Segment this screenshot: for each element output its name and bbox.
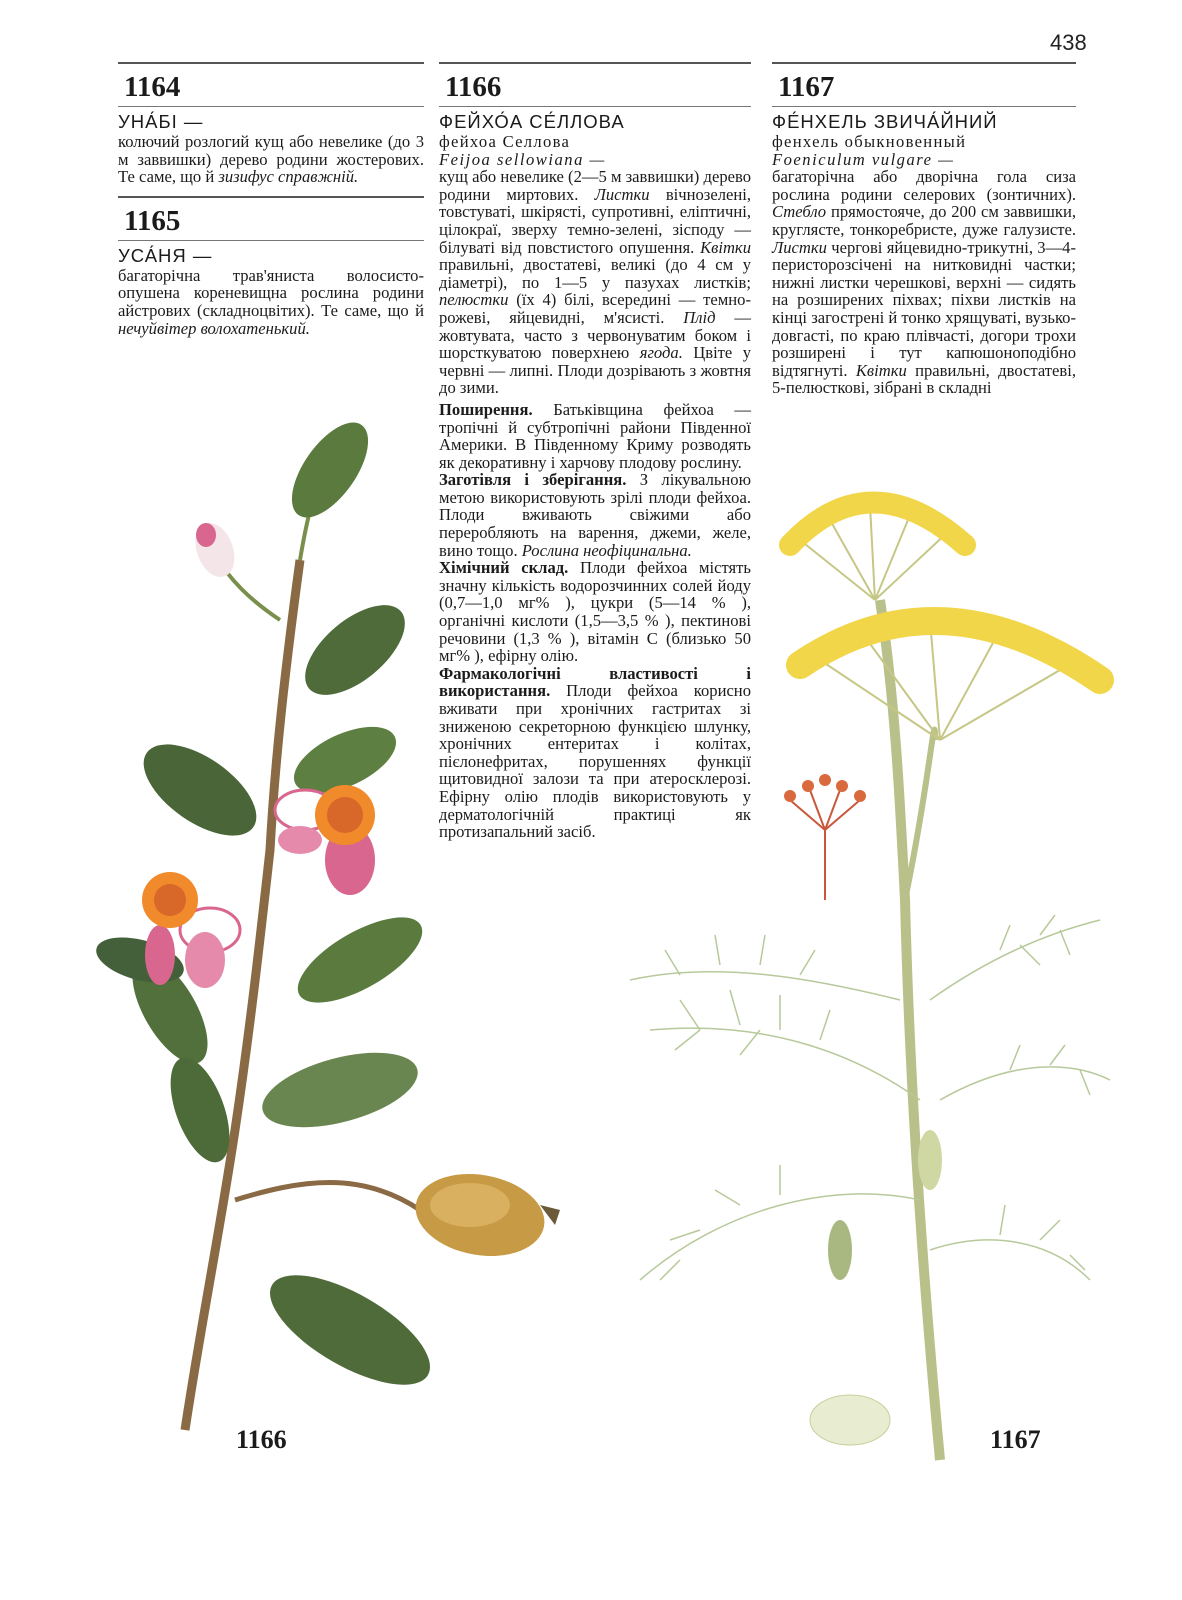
headword-1165: УСА́НЯ — <box>118 244 213 266</box>
rule <box>118 240 424 241</box>
column-left <box>118 62 424 337</box>
entry-text-1165: багаторічна трав'яниста волосисто-опушена кореневищна рослина родини айстрових (складноцвітих). Те саме, що й нечуйвітер волохатенький. <box>118 265 424 338</box>
section-distribution: Поширення. Батьківщина фейхоа — тропічні й субтропічні райони Південної Америки. В Південному Криму розводять як декоративну і харчову плодову рослину. <box>439 399 751 472</box>
section-chemistry: Хімічний склад. Плоди фейхоа містять значну кількість водорозчинних солей йоду (0,7—1,0 мг% ), цукри (5—14 % ), органічні кислоти (1,5—3,5 % ), пектинові речовини (1,3 % ), вітамін С (близько 50 мг% ), ефірну олію. <box>439 558 751 666</box>
page-number: 438 <box>1050 30 1087 55</box>
latin-name-1166: Feijoa sellowiana — <box>439 149 606 169</box>
caption-fennel: 1167 <box>990 1425 1041 1454</box>
caption-feijoa: 1166 <box>236 1425 287 1454</box>
latin-name-1167: Foeniculum vulgare — <box>772 149 955 169</box>
russian-name-1166: фейхоа Селлова <box>439 132 571 151</box>
entry-number-1166: 1166 <box>445 71 502 103</box>
section-harvesting: Заготівля і зберігання. З лікувальною метою використовують зрілі плоди фейхоа. Плоди вживають свіжими або переробляють на варення, джеми, желе, вино тощо. Рослина неофіцинальна. <box>439 470 751 560</box>
entry-text-1164: колючий розлогий кущ або невелике (до 3 м заввишки) дерево родини жостерових. Те саме, що й зизифус справжній. <box>118 132 424 187</box>
entry-number-1165: 1165 <box>124 204 181 237</box>
entry-number-1167: 1167 <box>778 71 835 103</box>
rule <box>772 106 1076 107</box>
rule <box>439 106 751 107</box>
section-pharmacology: Фармакологічні властивості і використання. Плоди фейхоа корисно вживати при хронічних гастритах зі зниженою секреторною функцією шлунку, хронічних ентеритах і колітах, пієлонефритах, порушеннях функції щитовидної залози та при атеросклерозі. Ефірну олію плодів використовують у дерматологічній практиці як протизапальний засіб. <box>439 663 751 842</box>
headword-1164: УНА́БІ — <box>118 111 204 132</box>
russian-name-1167: фенхель обыкновенный <box>772 132 967 151</box>
entry-number-1164: 1164 <box>124 71 181 103</box>
rule <box>118 106 424 107</box>
description-1167: багаторічна або дворічна гола сиза рослина родини селерових (зонтичних). Стебло прямостояче, до 200 см заввишки, круглясте, тонкоребристе, дуже галузисте. Листки чергові яйцевидно-трикутні, 3—4-перисторозсічені на нитковидні частки; нижні листки черешкові, верхні — сидять на розширених піхвах; піхви листків на кінці загострені й тонко хрящуваті, вузько-довгасті, по краю плівчасті, догори трохи розширені і тут капюшоноподібно відтягнуті. Квітки правильні, двостатеві, 5-пелюсткові, зібрані в складні <box>772 167 1076 398</box>
headword-1167: ФЕ́НХЕЛЬ ЗВИЧА́ЙНИЙ <box>772 111 998 132</box>
column-middle <box>439 62 751 841</box>
description-1166: кущ або невелике (2—5 м заввишки) дерево родини миртових. Листки вічнозелені, товстуваті, шкірясті, супротивні, еліптичні, цілокраї, зверху темно-зелені, зісподу — білуваті від повстистого опушення. Квітки правильні, двостатеві, великі (до 4 см у діаметрі), по 1—5 у пазухах листків; пелюстки (їх 4) білі, всередині — темно-рожеві, яйцевидні, м'ясисті. Плід — жовтувата, часто з червонуватим боком і шорсткуватою поверхнею ягода. Цвіте у червні — липні. Плоди дозрівають з жовтня до зими. <box>439 167 752 398</box>
column-right <box>772 62 1076 397</box>
headword-1166: ФЕЙХО́А СЕ́ЛЛОВА <box>439 111 625 132</box>
